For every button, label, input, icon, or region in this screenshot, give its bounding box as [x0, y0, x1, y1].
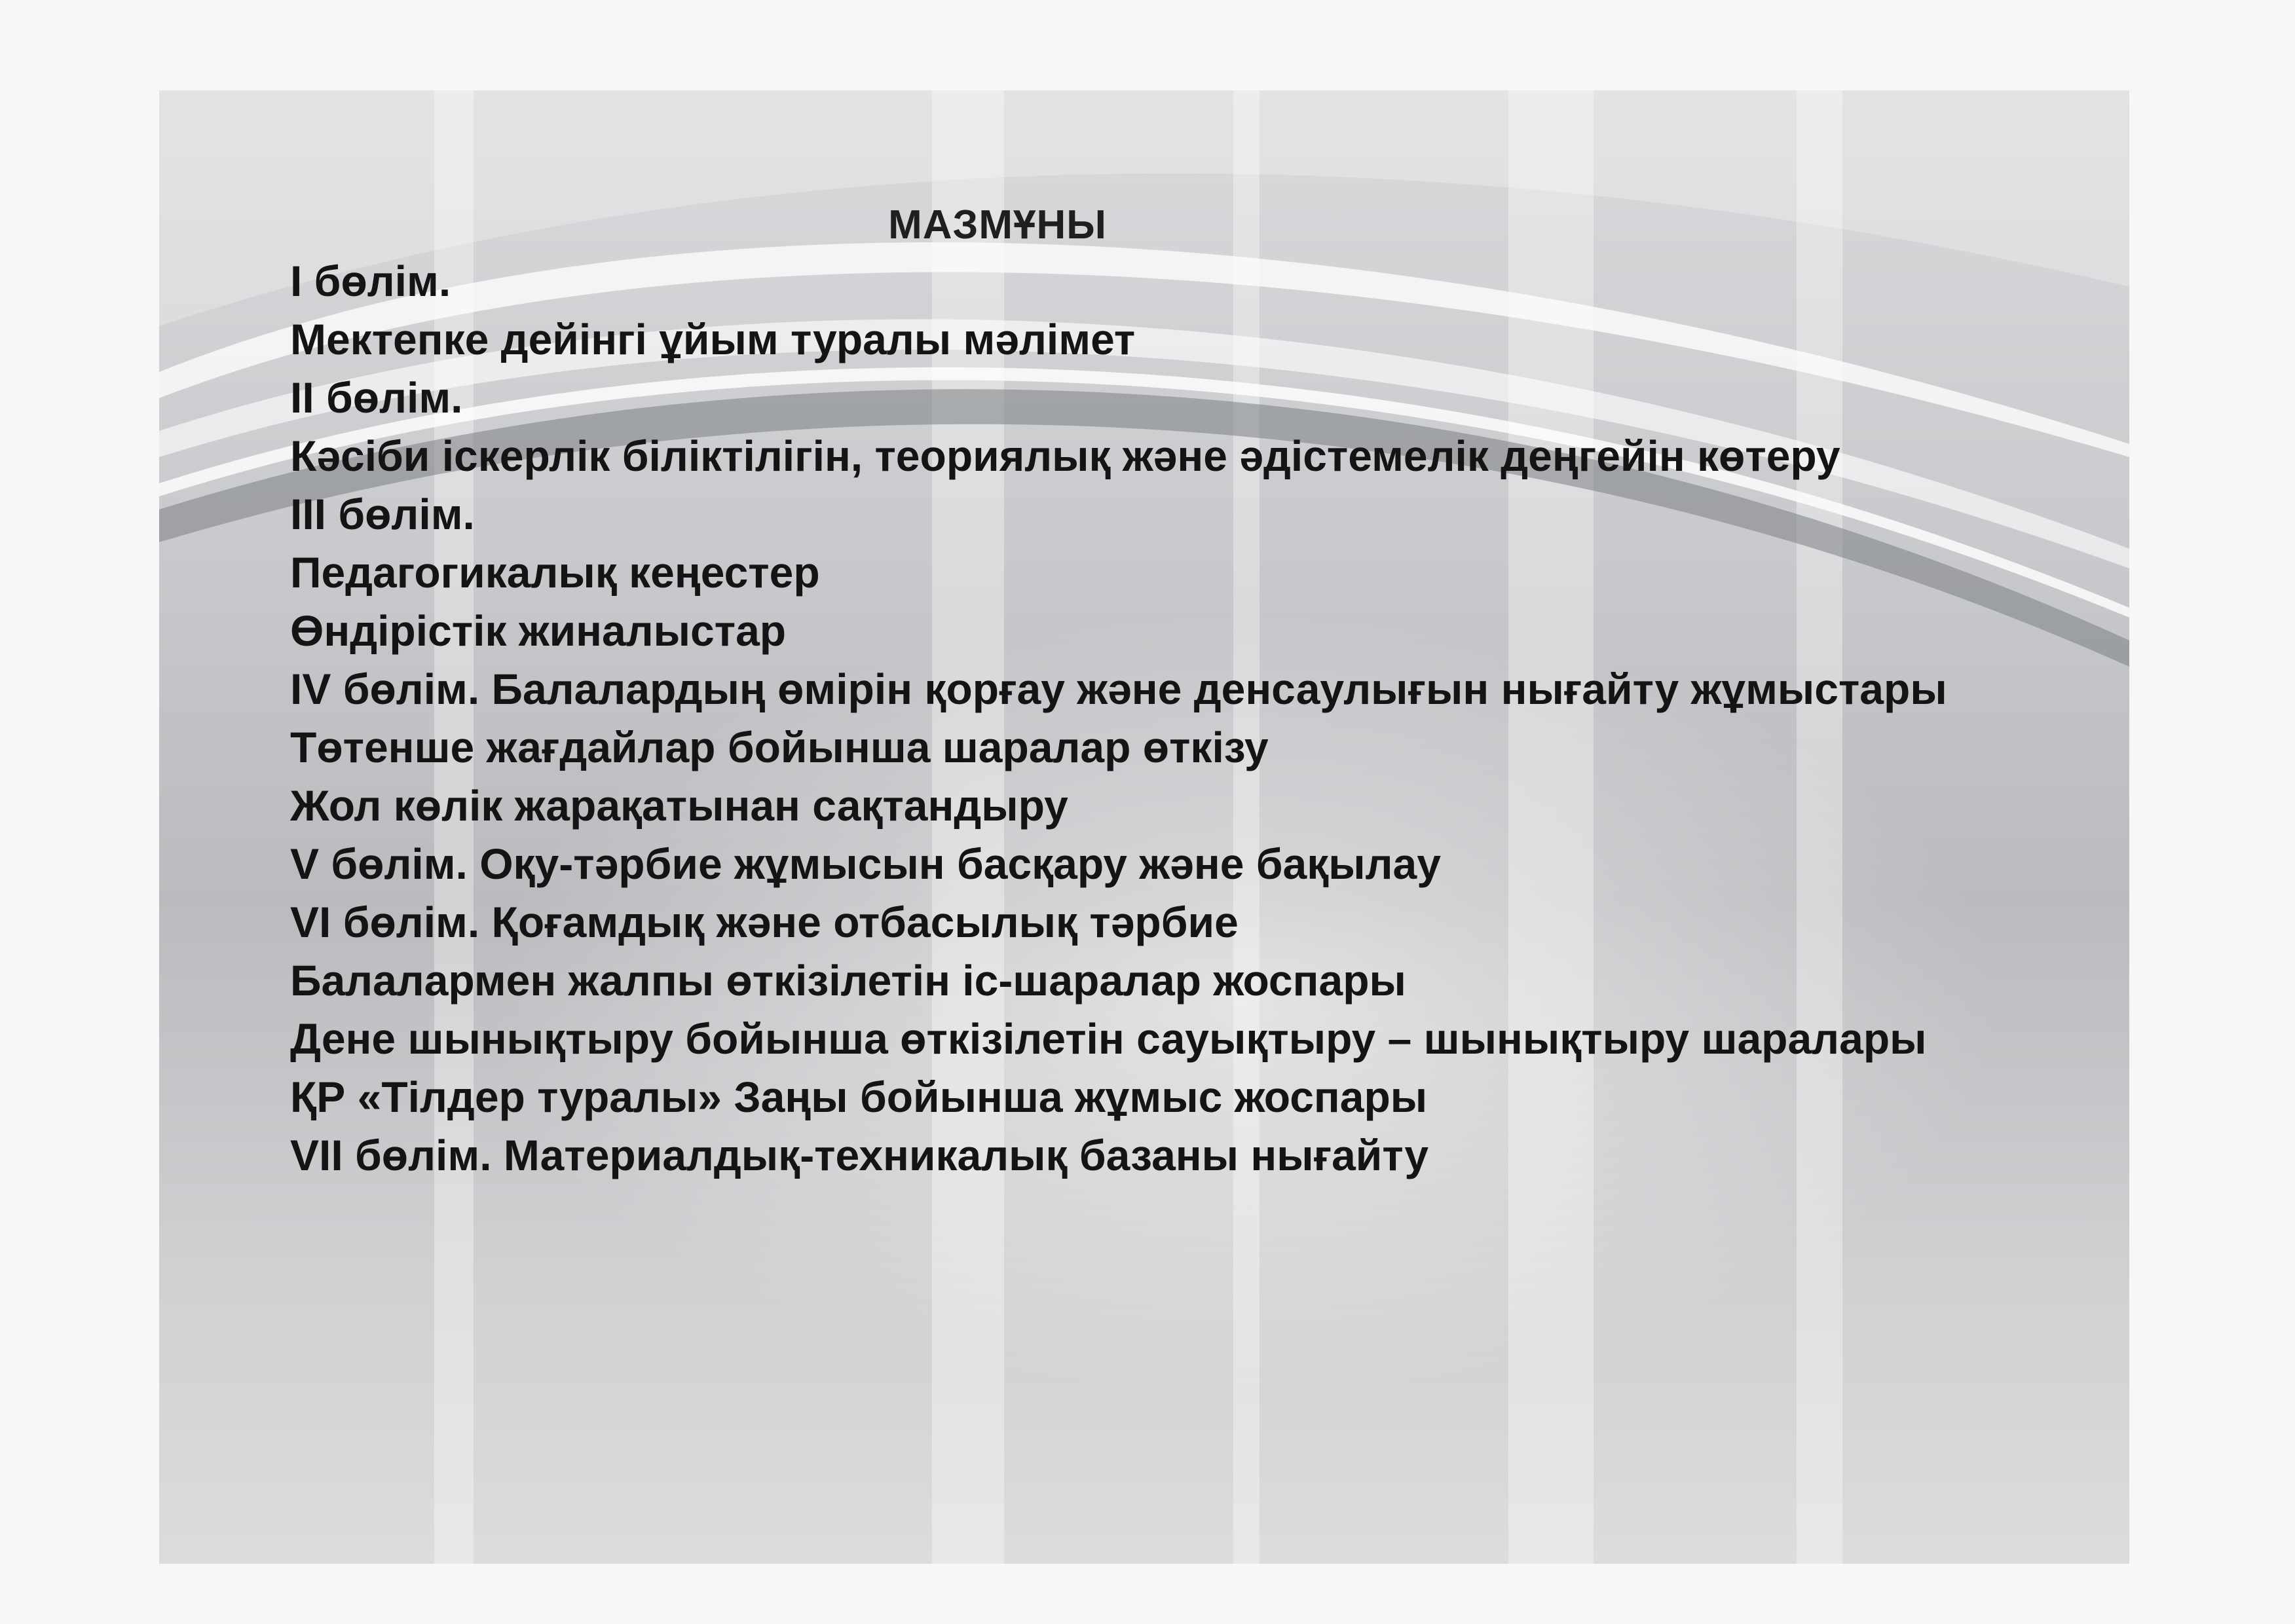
toc-item: І бөлім.: [290, 257, 451, 305]
table-of-contents: [290, 202, 2059, 1185]
toc-item: ҚР «Тілдер туралы» Заңы бойынша жұмыс жоспары: [290, 1073, 1428, 1121]
toc-list: [290, 252, 2059, 1185]
toc-item: ІІ бөлім.: [290, 373, 463, 422]
toc-item: VІІ бөлім. Материалдық-техникалық базаны нығайту: [290, 1131, 1429, 1179]
toc-item: VІ бөлім. Қоғамдық және отбасылық тәрбие: [290, 898, 1239, 946]
toc-item: ІІІ бөлім.: [290, 490, 475, 538]
toc-item: V бөлім. Оқу-тәрбие жұмысын басқару және бақылау: [290, 840, 1441, 888]
toc-item: ІV бөлім. Балалардың өмірін қорғау және денсаулығын нығайту жұмыстары: [290, 665, 1947, 713]
toc-item: Педагогикалық кеңестер: [290, 548, 820, 597]
page-title: МАЗМҰНЫ: [888, 202, 1107, 248]
toc-item: Жол көлік жарақатынан сақтандыру: [290, 781, 1068, 830]
printed-slide: [159, 90, 2129, 1564]
toc-item: Мектепке дейінгі ұйым туралы мәлімет: [290, 315, 1136, 363]
toc-item: Кәсіби іскерлік біліктілігін, теориялық және әдістемелік деңгейін көтеру: [290, 432, 1840, 480]
toc-item: Дене шынықтыру бойынша өткізілетін сауықтыру – шынықтыру шаралары: [290, 1014, 1927, 1063]
toc-item: Өндірістік жиналыстар: [290, 606, 787, 655]
toc-item: Төтенше жағдайлар бойынша шаралар өткізу: [290, 723, 1269, 771]
toc-item: Балалармен жалпы өткізілетін іс-шаралар жоспары: [290, 956, 1406, 1005]
